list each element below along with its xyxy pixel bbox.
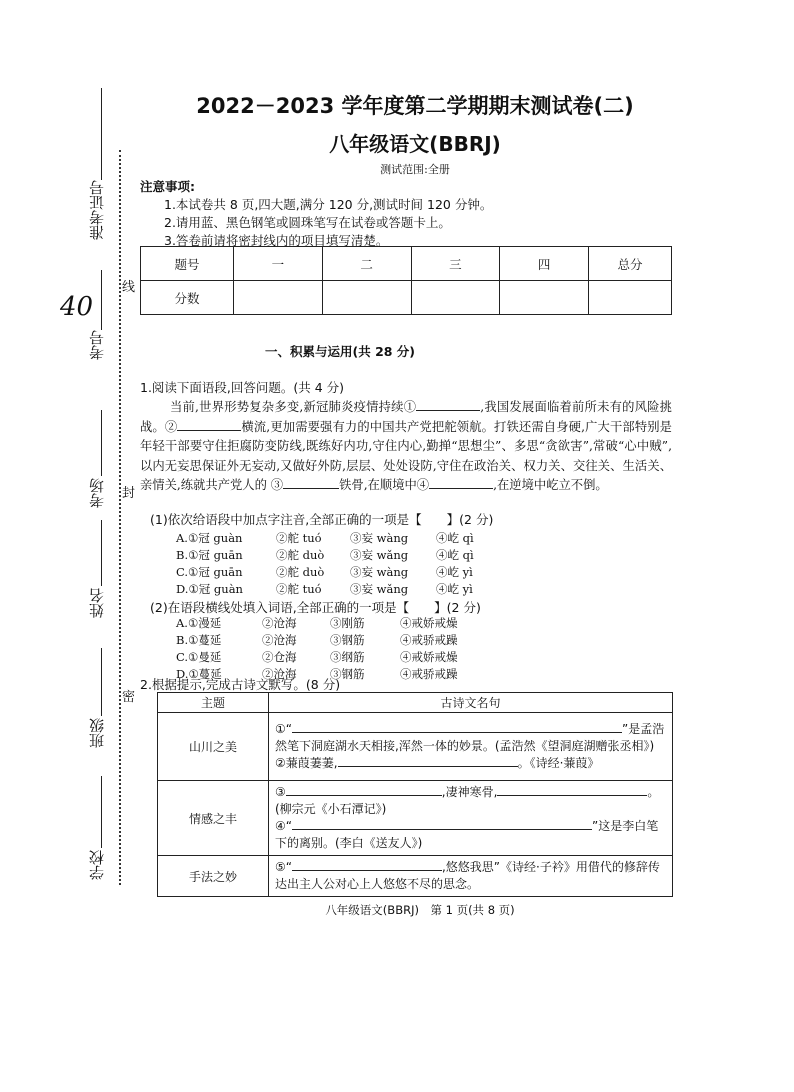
score-table (140, 246, 672, 315)
score-header-cell: 一 (234, 247, 323, 281)
option-row[interactable]: A.①冠 guàn ②舵 tuó ③妄 wàng ④屹 qì (176, 531, 474, 545)
score-cell[interactable] (234, 281, 323, 315)
score-header-cell: 三 (411, 247, 500, 281)
option-row[interactable]: B.①冠 guān ②舵 duò ③妄 wǎng ④屹 qì (176, 548, 474, 562)
passage-text: ,在逆境中屹立不倒。 (493, 478, 608, 492)
exam-title: 2022－2023 学年度第二学期期末测试卷(二) (196, 94, 634, 118)
seal-char-line: 线 (122, 280, 136, 295)
option-row[interactable]: A.①漫延 ②沧海 ③刚筋 ④戒娇戒燥 (176, 616, 458, 630)
school-label: 学校 (88, 850, 106, 880)
seat-number-handwritten: 40 (60, 292, 94, 322)
poem-blank[interactable] (286, 795, 442, 796)
exam-room-label: 考场 (88, 478, 106, 508)
exam-range: 测试范围:全册 (380, 163, 450, 176)
poem-col-theme: 主题 (158, 693, 269, 713)
exam-number-blank[interactable] (101, 88, 102, 180)
poem-theme: 手法之妙 (158, 856, 269, 897)
score-header-cell: 总分 (589, 247, 672, 281)
poem-content: ①“ ”是孟浩然笔下洞庭湖水天相接,浑然一体的妙景。(孟浩然《望洞庭湖赠张丞相》) ②蒹葭萋萋, 。《诗经·蒹葭》 (269, 713, 673, 781)
poem-content: ⑤“ ,悠悠我思”《诗经·子衿》用借代的修辞传达出主人公对心上人悠悠不尽的思念。 (269, 856, 673, 897)
poem-blank[interactable] (292, 870, 442, 871)
poem-blank[interactable] (338, 766, 518, 767)
score-cell[interactable] (322, 281, 411, 315)
poem-table (157, 692, 673, 897)
passage-text: 当前,世界形势复杂多变,新冠肺炎疫情持续① (170, 400, 417, 414)
name-blank[interactable] (101, 520, 102, 586)
q2-stem: 2.根据提示,完成古诗文默写。(8 分) (140, 677, 341, 692)
passage-text: 横流,更加需要强有力的中国共产党把舵领航。打铁还需自身硬,广大干部特别是年轻干部要守住拒腐防变防线,既练好内功,守住内心,勤掸“思想尘”、多思“贪欲害”,常破“心中贼”,以内无妄思保证外无妄动,又做好外防,层层、处处设防,守住在政治关、权力关、交往关、生活关、亲情关,练就共产党人的 ③ (140, 419, 672, 492)
poem-blank[interactable] (292, 732, 622, 733)
poem-theme: 山川之美 (158, 713, 269, 781)
poem-blank[interactable] (292, 829, 592, 830)
option-row[interactable]: C.①冠 guān ②舵 duò ③妄 wàng ④屹 yì (176, 565, 473, 579)
notes-item: 2.请用蓝、黑色钢笔或圆珠笔写在试卷或答题卡上。 (164, 215, 451, 230)
q1-sub2: (2)在语段横线处填入词语,全部正确的一项是【 】(2 分) (150, 600, 481, 615)
score-cell[interactable] (411, 281, 500, 315)
score-row-label: 分数 (141, 281, 234, 315)
score-cell[interactable] (589, 281, 672, 315)
blank-4[interactable] (429, 488, 493, 489)
option-row[interactable]: D.①蔓延 ②沧海 ③钢筋 ④戒骄戒躁 (176, 667, 458, 681)
class-label: 班级 (88, 718, 106, 748)
option-row[interactable]: D.①冠 guàn ②舵 tuó ③妄 wǎng ④屹 yì (176, 582, 473, 596)
passage-text: ,我国发展面临着前所未有的风险挑战。② (140, 400, 672, 434)
q1-passage (140, 398, 672, 496)
poem-col-content: 古诗文名句 (269, 693, 673, 713)
q1-sub1: (1)依次给语段中加点字注音,全部正确的一项是【 】(2 分) (150, 512, 494, 527)
exam-subtitle: 八年级语文(BBRJ) (329, 132, 501, 156)
blank-1[interactable] (416, 410, 480, 411)
notes (140, 178, 492, 250)
score-header-cell: 题号 (141, 247, 234, 281)
exam-room-blank[interactable] (101, 410, 102, 476)
section-title: 一、积累与运用(共 28 分) (265, 344, 416, 359)
exam-number-label: 准考证号 (88, 180, 106, 240)
seal-char-seal: 封 (122, 486, 136, 501)
score-header-cell: 四 (500, 247, 589, 281)
class-blank[interactable] (101, 648, 102, 716)
seat-number-label: 考号 (88, 330, 106, 360)
seat-number-blank[interactable] (101, 270, 102, 330)
option-row[interactable]: B.①蔓延 ②沧海 ③钢筋 ④戒骄戒躁 (176, 633, 458, 647)
notes-item: 3.答卷前请将密封线内的项目填写清楚。 (164, 233, 389, 248)
seal-char-secret: 密 (122, 690, 136, 705)
school-blank[interactable] (101, 776, 102, 848)
notes-item: 1.本试卷共 8 页,四大题,满分 120 分,测试时间 120 分钟。 (164, 197, 493, 212)
name-label: 姓名 (88, 588, 106, 618)
blank-3[interactable] (283, 488, 339, 489)
option-row[interactable]: C.①曼延 ②仓海 ③纲筋 ④戒娇戒燥 (176, 650, 458, 664)
page-footer: 八年级语文(BBRJ) 第 1 页(共 8 页) (325, 903, 515, 917)
seal-dotted-line (119, 150, 121, 885)
score-cell[interactable] (500, 281, 589, 315)
q1-stem: 1.阅读下面语段,回答问题。(共 4 分) (140, 380, 345, 395)
poem-theme: 情感之丰 (158, 781, 269, 856)
score-header-cell: 二 (322, 247, 411, 281)
blank-2[interactable] (177, 430, 241, 431)
passage-text: 铁骨,在顺境中④ (339, 478, 430, 492)
notes-heading: 注意事项: (140, 179, 195, 194)
poem-content: ③ ,凄神寒骨, 。(柳宗元《小石潭记》) ④“ ”这是李白笔下的离别。(李白《送友人》) (269, 781, 673, 856)
poem-blank[interactable] (497, 795, 647, 796)
